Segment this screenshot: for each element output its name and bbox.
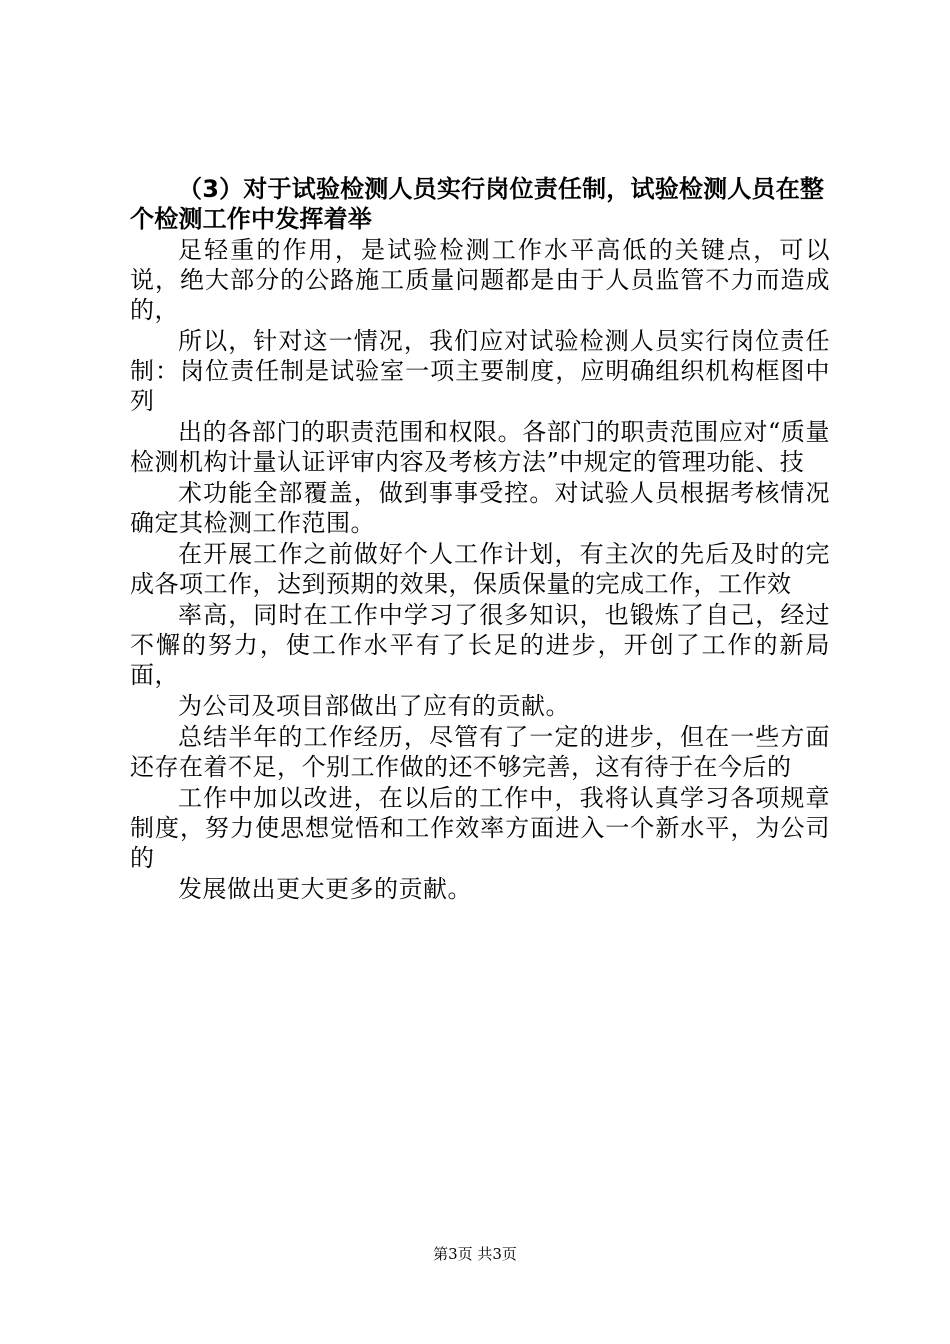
document-body <box>130 174 830 904</box>
paragraph: 总结半年的工作经历，尽管有了一定的进步，但在一些方面还存在着不足，个别工作做的还不够完善，这有待于在今后的 <box>130 723 830 781</box>
paragraph: 足轻重的作用，是试验检测工作水平高低的关键点，可以说，绝大部分的公路施工质量问题都是由于人员监管不力而造成的， <box>130 236 830 324</box>
paragraph: 术功能全部覆盖，做到事事受控。对试验人员根据考核情况确定其检测工作范围。 <box>130 479 830 537</box>
page-number-footer: 第3页 共3页 <box>433 1245 517 1263</box>
paragraph: 在开展工作之前做好个人工作计划，有主次的先后及时的完成各项工作，达到预期的效果，保质保量的完成工作，工作效 <box>130 540 830 598</box>
section-heading: （3）对于试验检测人员实行岗位责任制，试验检测人员在整个检测工作中发挥着举 <box>130 175 825 233</box>
paragraph: 出的各部门的职责范围和权限。各部门的职责范围应对“质量检测机构计量认证评审内容及考核方法”中规定的管理功能、技 <box>130 418 830 476</box>
paragraph: 所以，针对这一情况，我们应对试验检测人员实行岗位责任制：岗位责任制是试验室一项主要制度，应明确组织机构框图中列 <box>130 327 830 415</box>
paragraph: 率高，同时在工作中学习了很多知识，也锻炼了自己，经过不懈的努力，使工作水平有了长足的进步，开创了工作的新局面， <box>130 601 830 689</box>
paragraph: 工作中加以改进，在以后的工作中，我将认真学习各项规章制度，努力使思想觉悟和工作效率方面进入一个新水平，为公司的 <box>130 784 830 872</box>
paragraph: 为公司及项目部做出了应有的贡献。 <box>178 692 570 720</box>
paragraph: 发展做出更大更多的贡献。 <box>178 875 472 903</box>
